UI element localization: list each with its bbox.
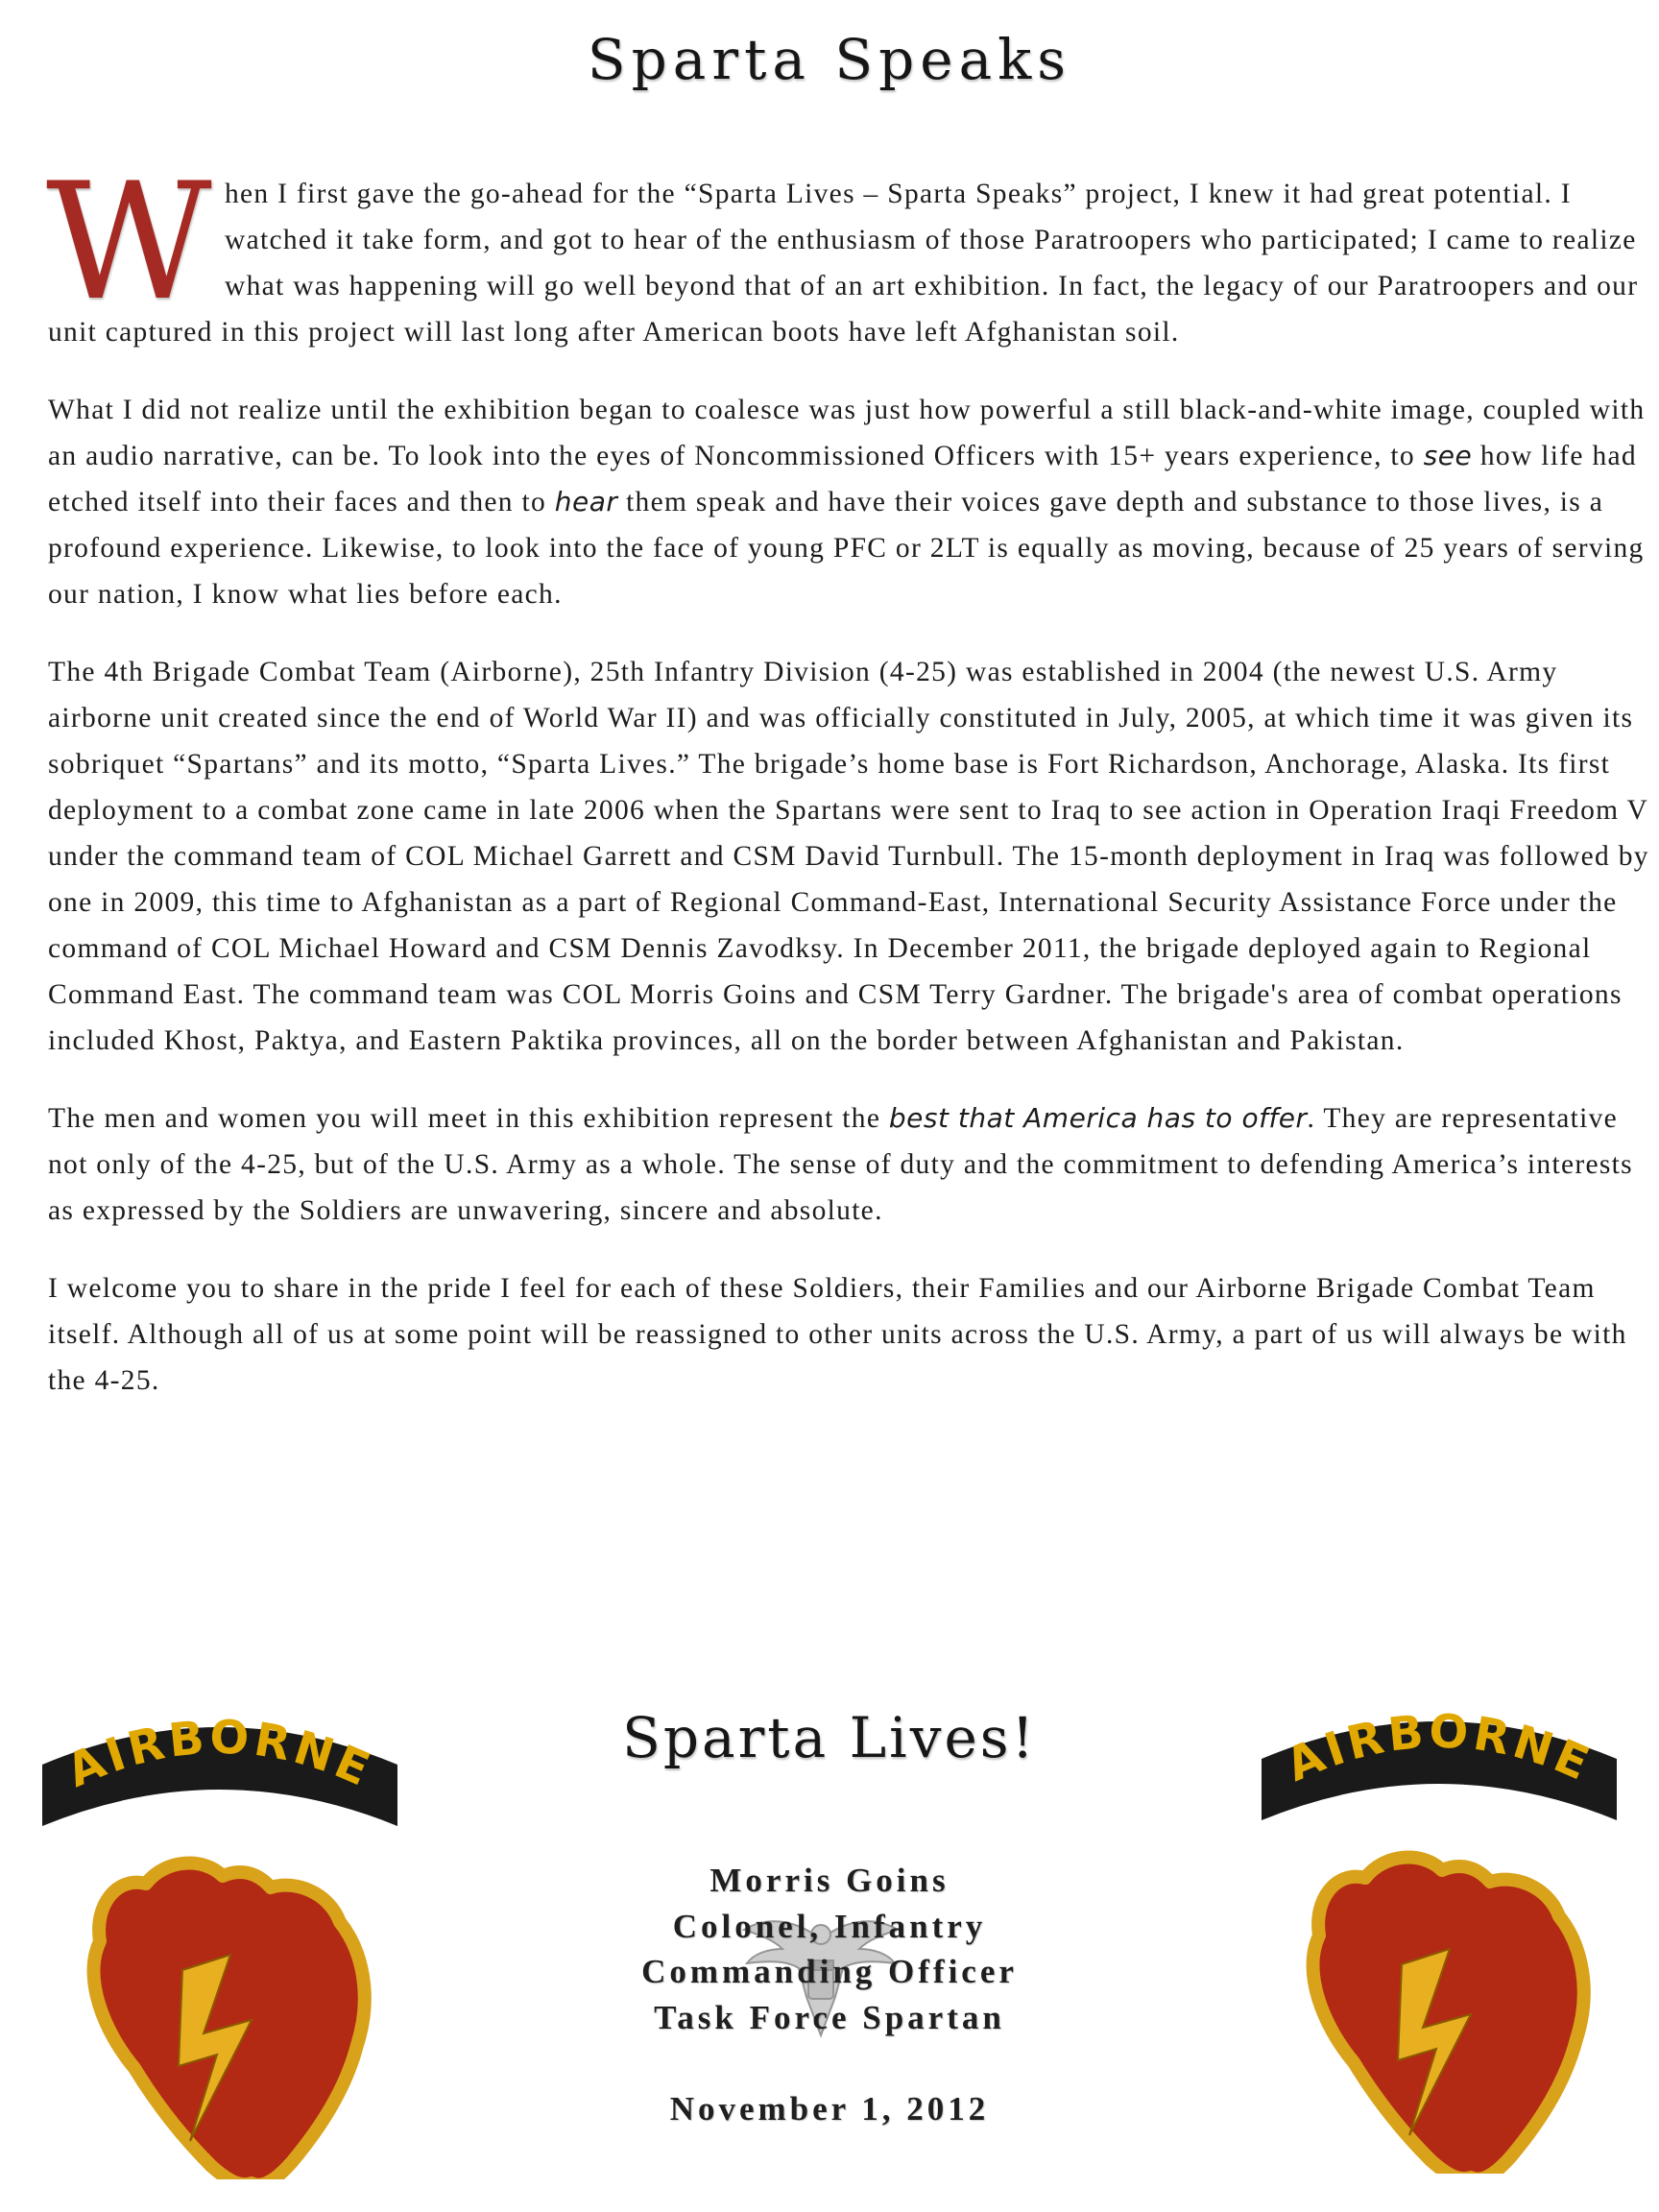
paragraph-5: I welcome you to share in the pride I feel for each of these Soldiers, their Families and our Airborne Brigade Combat Team itself. Although all of us at some point will be reassigned to other units across the U.S. Army, a part of us will always be with the 4-25. bbox=[48, 1273, 1627, 1396]
airborne-patch-left bbox=[33, 1719, 407, 2179]
paragraph-4 bbox=[48, 1095, 1649, 1234]
airborne-patch-right bbox=[1252, 1713, 1626, 2174]
airborne-tab-text-left: AIRBORNE bbox=[59, 1719, 381, 1798]
page-title: Sparta Speaks bbox=[587, 27, 1072, 92]
letter-date: November 1, 2012 bbox=[669, 2090, 990, 2128]
paragraph-3: The 4th Brigade Combat Team (Airborne), 25th Infantry Division (4-25) was established in 2004 (the newest U.S. Army airborne unit created since the end of World War II) and was officially constituted in July, 2005, at which time it was given its sobriquet “Spartans” and its motto, “Sparta Lives.” The brigade’s home base is Fort Richardson, Anchorage, Alaska. Its first deployment to a combat zone came in late 2006 when the Spartans were sent to Iraq to see action in Operation Iraqi Freedom V under the command team of COL Michael Garrett and CSM David Turnbull. The 15-month deployment in Iraq was followed by one in 2009, this time to Afghanistan as a part of Regional Command-East, International Security Assistance Force under the command of COL Michael Howard and CSM Dennis Zavodksy. In December 2011, the brigade deployed again to Regional Command East. The command team was COL Morris Goins and CSM Terry Gardner. The brigade's area of combat operations included Khost, Paktya, and Eastern Paktika provinces, all on the border between Afghanistan and Pakistan. bbox=[48, 657, 1649, 1056]
paragraph-2-part-c: them speak and have their voices gave depth and substance to those lives, is a profound experience. Likewise, to look into the face of young PFC or 2LT is equally as moving, because of 25 years of serving our nation, I know what lies before each. bbox=[48, 487, 1645, 610]
paragraph-4-part-b: . They are representative not only of the 4-25, but of the U.S. Army as a whole. The sense of duty and the commitment to defending America’s interests as expressed by the Soldiers are unwavering, sincere and absolute. bbox=[48, 1103, 1633, 1226]
airborne-tab-text-right: AIRBORNE bbox=[1278, 1713, 1600, 1792]
paragraph-2 bbox=[48, 387, 1649, 617]
taro-leaf-left bbox=[94, 1863, 365, 2179]
paragraph-4-part-a: The men and women you will meet in this exhibition represent the bbox=[48, 1103, 889, 1134]
emphasis-see: see bbox=[1423, 440, 1473, 471]
letter-body bbox=[46, 148, 1649, 1435]
signature-unit: Task Force Spartan bbox=[654, 1998, 1005, 2036]
signature-rank: Colonel, Infantry bbox=[672, 1907, 987, 1945]
closing-motto: Sparta Lives! bbox=[622, 1705, 1037, 1770]
signature-name: Morris Goins bbox=[709, 1862, 950, 1899]
paragraph-2-part-b: how life had etched itself into their faces and then to bbox=[48, 441, 1637, 517]
taro-leaf-right bbox=[1313, 1858, 1584, 2174]
signature-role: Commanding Officer bbox=[641, 1953, 1018, 1990]
drop-cap: W bbox=[46, 148, 213, 336]
emphasis-hear: hear bbox=[554, 486, 618, 517]
emphasis-best: best that America has to offer bbox=[888, 1102, 1308, 1134]
paragraph-1-text: hen I first gave the go-ahead for the “Sparta Lives – Sparta Speaks” project, I knew it had great potential. I watched it take form, and got to hear of the enthusiasm of those Paratroopers who participated; I came to realize what was happening will go well beyond that of an art exhibition. In fact, the legacy of our Paratroopers and our unit captured in this project will last long after American boots have left Afghanistan soil. bbox=[48, 179, 1639, 348]
paragraph-1 bbox=[46, 148, 1649, 355]
paragraph-2-part-a: What I did not realize until the exhibition began to coalesce was just how powerful a still black-and-white image, coupled with an audio narrative, can be. To look into the eyes of Noncommissioned Officers with 15+ years experience, to bbox=[48, 395, 1646, 471]
